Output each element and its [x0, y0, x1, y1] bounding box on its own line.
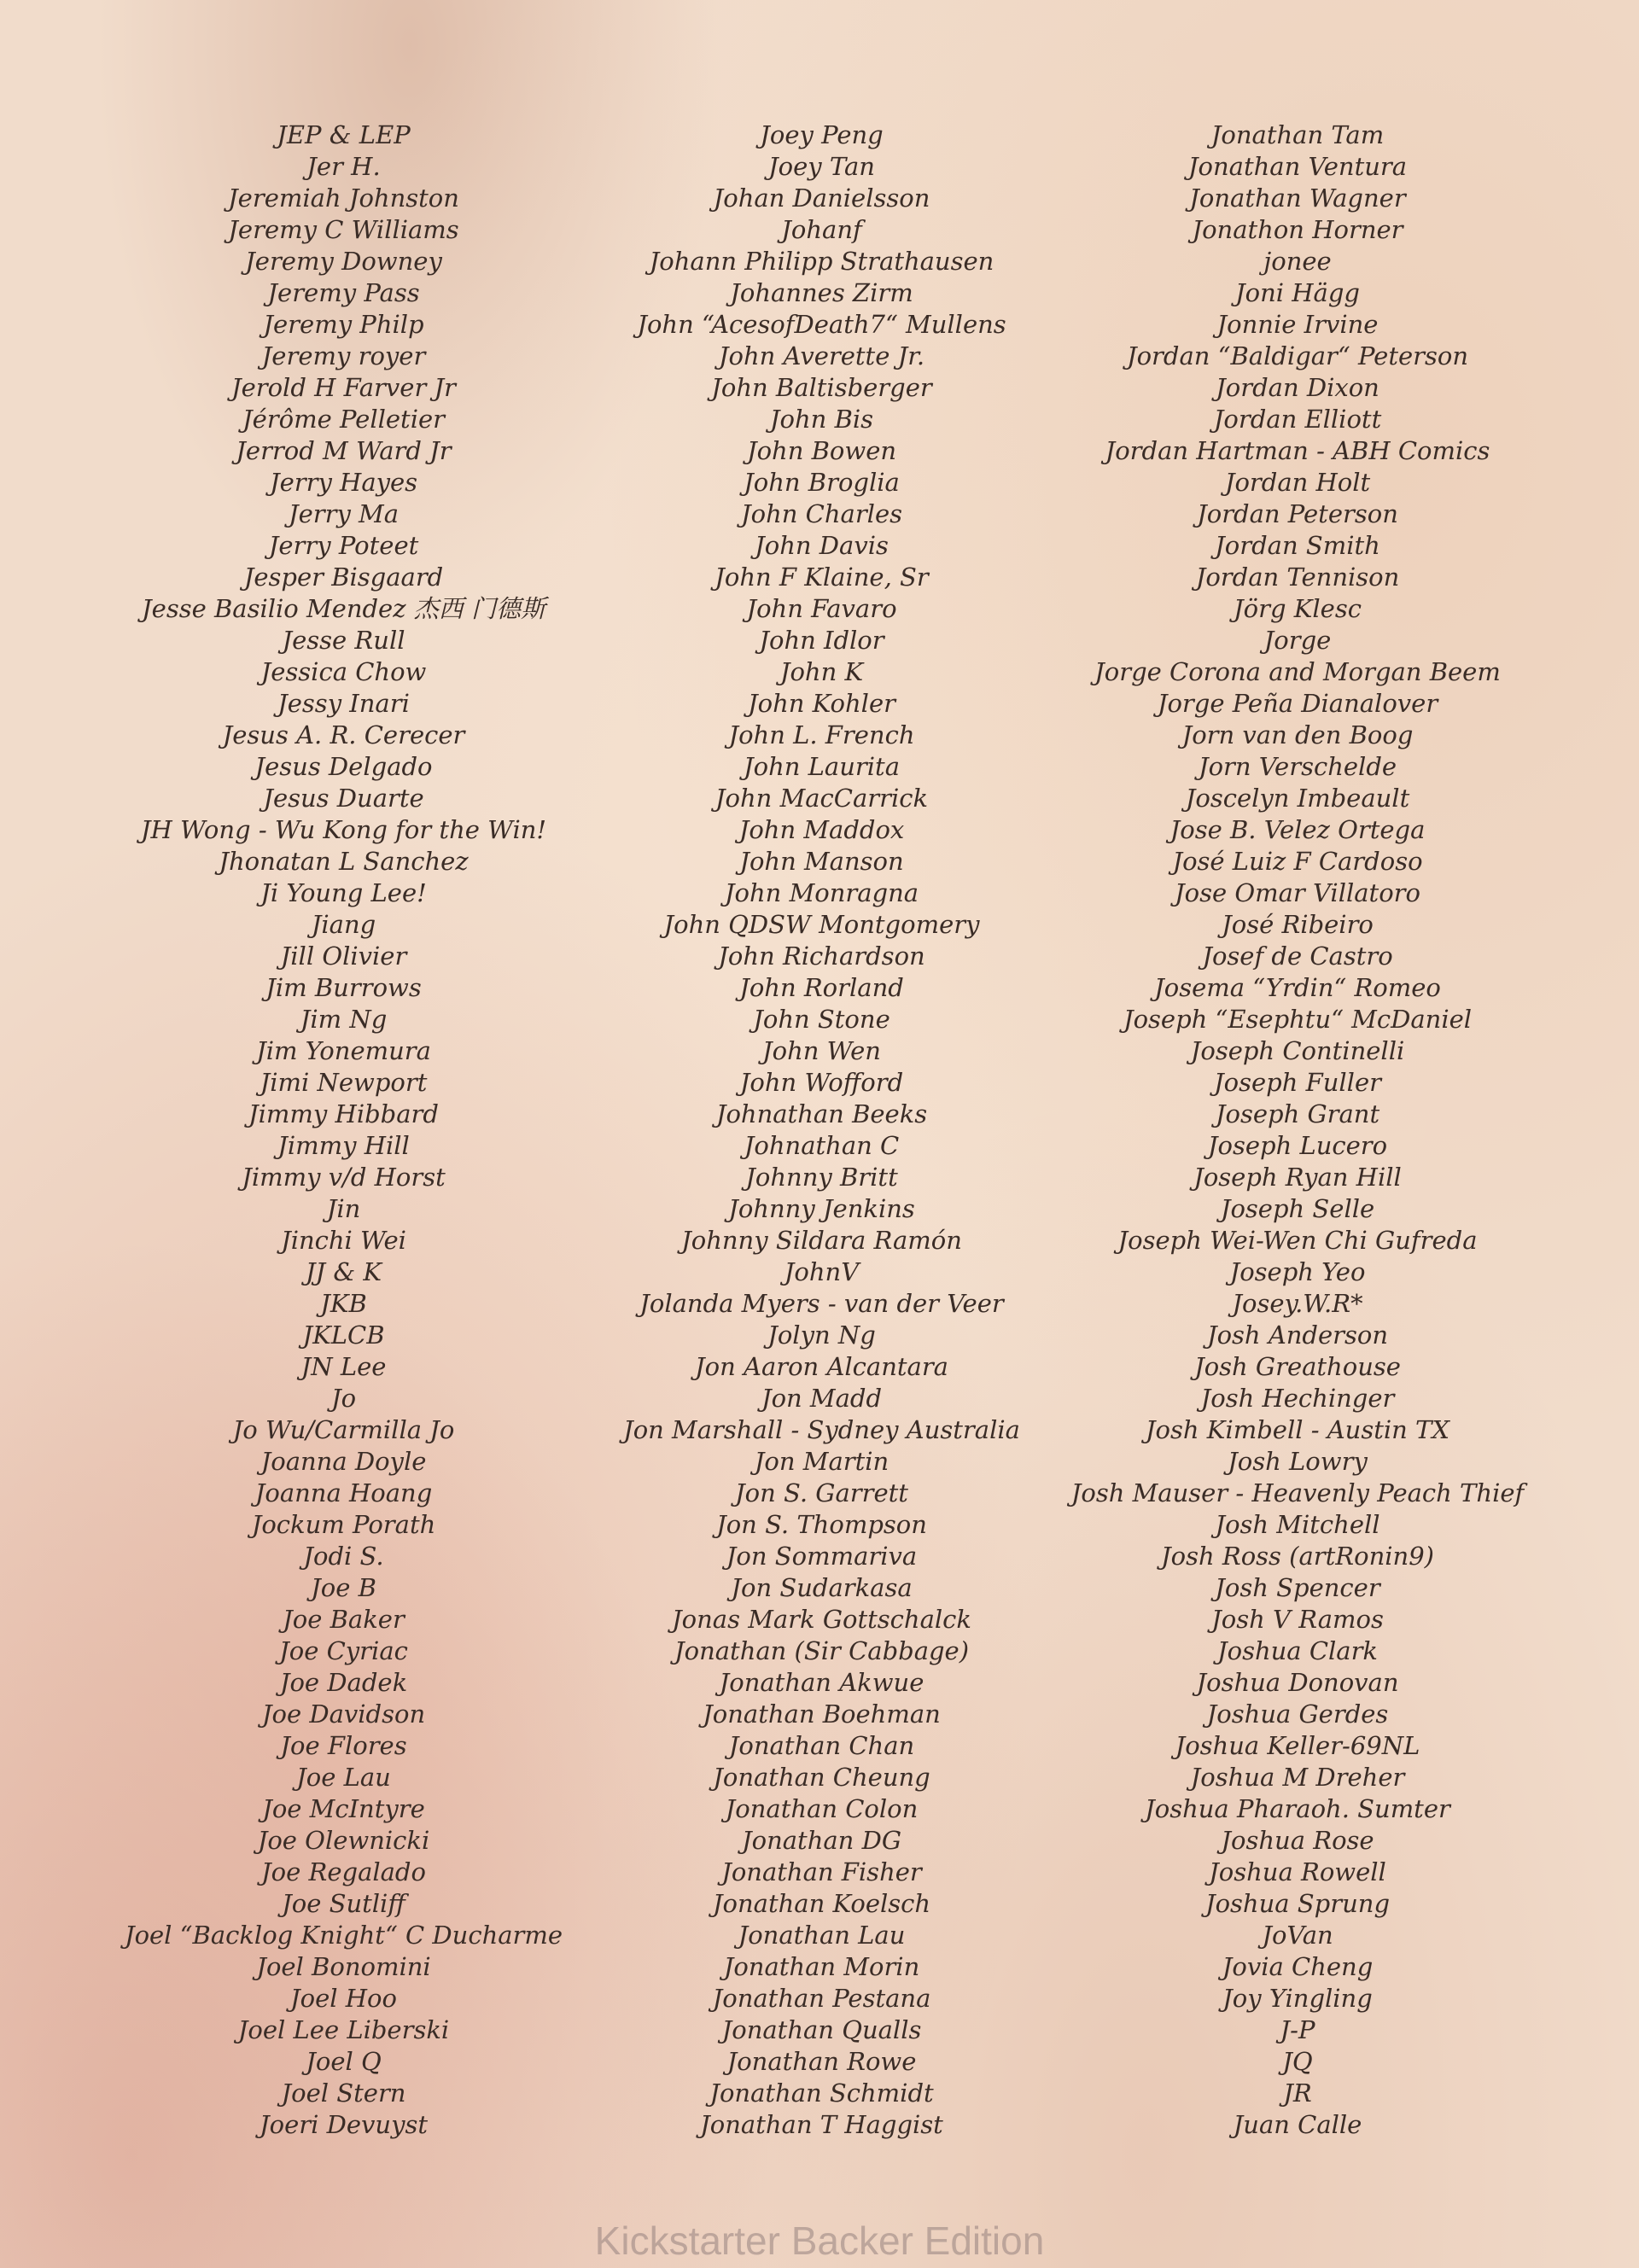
- backer-name: Jesus Delgado: [254, 752, 433, 781]
- backer-name: Joe Cyriac: [279, 1636, 408, 1665]
- name-column-2: [623, 120, 1020, 2141]
- backer-name: Jordan “Baldigar“ Peterson: [1126, 341, 1469, 370]
- backer-name: Joe Baker: [283, 1605, 405, 1634]
- backer-name: Jonathan Morin: [723, 1952, 920, 1981]
- backer-name: Jimmy Hill: [277, 1131, 410, 1160]
- backer-name: Jonathan Colon: [725, 1794, 919, 1823]
- backer-name: Jinchi Wei: [281, 1226, 406, 1255]
- backer-name: Joe Sutliff: [282, 1889, 405, 1918]
- backer-name: Josh V Ramos: [1211, 1605, 1384, 1634]
- backer-name: Josh Anderson: [1206, 1321, 1389, 1350]
- backer-name: JKLCB: [302, 1321, 385, 1350]
- backer-name: Joseph Yeo: [1229, 1257, 1366, 1286]
- backer-name: Jessy Inari: [277, 689, 410, 718]
- backer-name: Joshua Donovan: [1196, 1668, 1399, 1697]
- backer-name: Johanf: [781, 215, 862, 244]
- backer-name: Jesse Rull: [282, 626, 405, 655]
- backer-name: Joseph Ryan Hill: [1193, 1163, 1402, 1192]
- backer-name: Jose Omar Villatoro: [1175, 878, 1420, 907]
- backer-name: Jonathan Schmidt: [709, 2079, 934, 2108]
- backer-name: JR: [1283, 2079, 1312, 2108]
- backer-name: José Luiz F Cardoso: [1172, 847, 1423, 876]
- backer-name: John Wofford: [739, 1068, 904, 1097]
- backer-name: John Davis: [755, 531, 889, 560]
- backer-name: Jovia Cheng: [1222, 1952, 1374, 1981]
- backer-name: Joel Q: [306, 2047, 382, 2076]
- backer-name: JoVan: [1262, 1921, 1333, 1950]
- backer-name: Jeremy Philp: [263, 310, 424, 339]
- backer-name: Jesus A. R. Cerecer: [222, 720, 465, 749]
- backer-name: Jonathan (Sir Cabbage): [674, 1636, 970, 1665]
- backer-name: jonee: [1263, 247, 1332, 276]
- backer-name: Johnathan Beeks: [715, 1099, 928, 1128]
- backer-name: Joseph “Esephtu“ McDaniel: [1123, 1005, 1473, 1034]
- backer-name: Jonathan Pestana: [712, 1984, 931, 2013]
- backer-name: Joshua Rose: [1221, 1826, 1374, 1855]
- name-column-3: [956, 120, 1639, 2141]
- backer-name: Joanna Hoang: [254, 1478, 433, 1507]
- backer-name: Joe Flores: [280, 1731, 407, 1760]
- backer-name: Jordan Hartman - ABH Comics: [1105, 436, 1490, 465]
- backer-name: Joe B: [311, 1573, 376, 1602]
- backer-name: JN Lee: [300, 1352, 387, 1381]
- backer-name: Jordan Elliott: [1213, 405, 1382, 434]
- backer-name: Joseph Grant: [1215, 1099, 1380, 1128]
- backer-name: Josh Mitchell: [1215, 1510, 1380, 1539]
- backer-name: John K: [779, 657, 864, 686]
- backer-name: Johannes Zirm: [730, 278, 913, 307]
- backer-name: Jonathan Koelsch: [712, 1889, 931, 1918]
- backer-name: Jerrod M Ward Jr: [236, 436, 452, 465]
- backer-name: Jonathan Tam: [1210, 120, 1385, 149]
- backer-name: Jörg Klesc: [1234, 594, 1362, 623]
- backer-name: John Favaro: [746, 594, 897, 623]
- backer-name: Jonathan Rowe: [726, 2047, 917, 2076]
- name-column-1: [0, 120, 687, 2141]
- backer-name: Joe Olewnicki: [257, 1826, 430, 1855]
- backer-name: Jim Ng: [300, 1005, 388, 1034]
- backer-name: John Idlor: [759, 626, 884, 655]
- backer-name: Jonathan DG: [742, 1826, 901, 1855]
- backer-name: Jolyn Ng: [767, 1321, 876, 1350]
- backer-name: John Baltisberger: [711, 373, 932, 402]
- backer-name: Jonathan Cheung: [713, 1763, 930, 1792]
- backer-name: Joe Davidson: [261, 1700, 426, 1729]
- backer-name: Jimi Newport: [260, 1068, 428, 1097]
- backer-name: Jockum Porath: [251, 1510, 436, 1539]
- backer-name: Joy Yingling: [1222, 1984, 1373, 2013]
- backer-name: Jorge Peña Dianalover: [1157, 689, 1438, 718]
- backer-name: Jordan Dixon: [1216, 373, 1379, 402]
- backer-name: John Stone: [753, 1005, 890, 1034]
- backer-name: Johan Danielsson: [713, 184, 930, 213]
- backer-name: Johnny Britt: [745, 1163, 898, 1192]
- backer-name: Joey Peng: [760, 120, 884, 149]
- backer-name: Josh Mauser - Heavenly Peach Thief: [1070, 1478, 1525, 1507]
- backer-name: Jordan Peterson: [1197, 499, 1398, 528]
- backer-name: Jeremy royer: [261, 341, 426, 370]
- backer-name: Jolanda Myers - van der Veer: [639, 1289, 1004, 1318]
- backer-name: John Bis: [769, 405, 874, 434]
- backer-name: Johnny Jenkins: [728, 1194, 915, 1223]
- backer-name: Joel Stern: [281, 2079, 406, 2108]
- backer-name: Joel Lee Liberski: [237, 2015, 450, 2044]
- backer-name: Joel Hoo: [290, 1984, 397, 2013]
- backer-name: Jin: [326, 1194, 361, 1223]
- backer-name: Josey.W.R*: [1232, 1289, 1363, 1318]
- backer-name: Joshua Pharaoh. Sumter: [1145, 1794, 1450, 1823]
- backer-name: Jerry Poteet: [268, 531, 419, 560]
- backer-name: Jeremy Downey: [245, 247, 442, 276]
- backer-name: Jorn Verschelde: [1198, 752, 1397, 781]
- backer-name: Joe Dadek: [279, 1668, 408, 1697]
- backer-name: Jonathan Boehman: [703, 1700, 941, 1729]
- backer-name: Jhonatan L Sanchez: [219, 847, 469, 876]
- backer-name: Jimmy v/d Horst: [242, 1163, 446, 1192]
- backer-name: Joshua Gerdes: [1206, 1700, 1389, 1729]
- backer-name: Joscelyn Imbeault: [1185, 784, 1410, 813]
- backer-name: Joey Tan: [768, 152, 875, 181]
- backer-name: Josh Ross (artRonin9): [1161, 1542, 1434, 1571]
- backer-name: Jo: [330, 1384, 357, 1413]
- backer-name: Jorn van den Boog: [1181, 720, 1414, 749]
- backer-name: John Monragna: [724, 878, 919, 907]
- edition-footer: Kickstarter Backer Edition: [594, 2218, 1045, 2263]
- backer-name: Jonathon Horner: [1192, 215, 1403, 244]
- backer-name: Johann Philipp Strathausen: [649, 247, 994, 276]
- backer-name: Jesse Basilio Mendez 杰西 门德斯: [142, 594, 545, 623]
- backer-name: Jon S. Garrett: [735, 1478, 908, 1507]
- backer-name: John Broglia: [744, 468, 900, 497]
- backer-name: Joe Lau: [296, 1763, 391, 1792]
- backer-name: Jesus Duarte: [263, 784, 424, 813]
- backer-name: Joel “Backlog Knight“ C Ducharme: [124, 1921, 563, 1950]
- backer-name: Ji Young Lee!: [260, 878, 427, 907]
- backer-name: Jonathan Fisher: [721, 1857, 922, 1886]
- backer-name: Jimmy Hibbard: [248, 1099, 439, 1128]
- backer-name: Jerry Hayes: [269, 468, 418, 497]
- backer-name: Joe McIntyre: [262, 1794, 425, 1823]
- backer-name: John MacCarrick: [715, 784, 929, 813]
- backer-name: Jordan Smith: [1215, 531, 1380, 560]
- backer-name: Joshua Rowell: [1209, 1857, 1386, 1886]
- backer-name: Jessica Chow: [260, 657, 427, 686]
- backer-name: JEP & LEP: [277, 120, 411, 149]
- backer-name: Jon S. Thompson: [716, 1510, 927, 1539]
- backer-name: John QDSW Montgomery: [663, 910, 980, 939]
- backer-name: John Kohler: [748, 689, 895, 718]
- backer-name: Jodi S.: [303, 1542, 384, 1571]
- backer-name: Jorge: [1263, 626, 1332, 655]
- backer-name: Joel Bonomini: [256, 1952, 431, 1981]
- backer-name: JKB: [320, 1289, 367, 1318]
- backer-name: Johnathan C: [744, 1131, 900, 1160]
- backer-name: John Richardson: [718, 942, 925, 971]
- backer-name: Jiang: [311, 910, 376, 939]
- backer-name: Josh Hechinger: [1200, 1384, 1395, 1413]
- backer-name: Josh Kimbell - Austin TX: [1145, 1415, 1450, 1444]
- backer-name: Joseph Fuller: [1214, 1068, 1381, 1097]
- backer-name: John Averette Jr.: [718, 341, 925, 370]
- backer-name: Joe Regalado: [261, 1857, 426, 1886]
- backer-name: John Maddox: [738, 815, 905, 844]
- backer-name: Jim Burrows: [265, 973, 422, 1002]
- backer-name: Jonathan Wagner: [1189, 184, 1406, 213]
- backer-name: Jill Olivier: [280, 942, 407, 971]
- backer-name: John Manson: [739, 847, 904, 876]
- backer-name: J-P: [1280, 2015, 1315, 2044]
- backer-name: JohnV: [784, 1257, 860, 1286]
- backer-name: Jonathan Ventura: [1187, 152, 1408, 181]
- backer-name: JJ & K: [305, 1257, 382, 1286]
- backer-name: Jon Martin: [754, 1447, 889, 1476]
- backer-name: Jo Wu/Carmilla Jo: [232, 1415, 455, 1444]
- backer-name: Jon Aaron Alcantara: [695, 1352, 948, 1381]
- backer-name: Jon Sudarkasa: [731, 1573, 913, 1602]
- backer-name: John Wen: [762, 1036, 881, 1065]
- backer-name: Joni Hägg: [1235, 278, 1360, 307]
- backer-name: Jeremiah Johnston: [228, 184, 459, 213]
- backer-name: Josh Spencer: [1215, 1573, 1380, 1602]
- backer-name: José Ribeiro: [1222, 910, 1374, 939]
- backer-name: John Bowen: [746, 436, 897, 465]
- backer-name: Jonathan Qualls: [721, 2015, 922, 2044]
- backer-name: JQ: [1282, 2047, 1313, 2076]
- backer-name: Jordan Holt: [1224, 468, 1371, 497]
- backer-name: Jer H.: [306, 152, 381, 181]
- backer-name: Jerold H Farver Jr: [230, 373, 457, 402]
- backer-name: Joseph Continelli: [1190, 1036, 1405, 1065]
- backer-name: Jon Madd: [761, 1384, 883, 1413]
- backer-name: Joshua M Dreher: [1190, 1763, 1405, 1792]
- backer-name: Jon Sommariva: [726, 1542, 918, 1571]
- backer-name: Joseph Lucero: [1207, 1131, 1388, 1160]
- backer-name: Josef de Castro: [1202, 942, 1393, 971]
- backer-name: John Laurita: [744, 752, 900, 781]
- backer-name: Jérôme Pelletier: [242, 405, 446, 434]
- backer-name: Jon Marshall - Sydney Australia: [623, 1415, 1020, 1444]
- backer-name: Jonathan T Haggist: [700, 2110, 943, 2139]
- backer-name: Jesper Bisgaard: [243, 563, 444, 592]
- backer-name: Joshua Clark: [1216, 1636, 1379, 1665]
- backer-name: Jonathan Lau: [738, 1921, 906, 1950]
- backer-name: Jorge Corona and Morgan Beem: [1094, 657, 1501, 686]
- backer-name: Jim Yonemura: [256, 1036, 431, 1065]
- backer-name: Joseph Selle: [1220, 1194, 1375, 1223]
- backer-name: Jerry Ma: [288, 499, 400, 528]
- backer-name: Josh Greathouse: [1194, 1352, 1401, 1381]
- backer-name: Josema “Yrdin“ Romeo: [1154, 973, 1441, 1002]
- backer-name: John F Klaine, Sr: [715, 563, 929, 592]
- backer-name: John Rorland: [739, 973, 904, 1002]
- backer-name: Jonas Mark Gottschalck: [672, 1605, 971, 1634]
- backer-name: Juan Calle: [1233, 2110, 1362, 2139]
- backer-name: Joanna Doyle: [260, 1447, 427, 1476]
- backer-name: John “AcesofDeath7“ Mullens: [637, 310, 1006, 339]
- backer-name: Jonnie Irvine: [1216, 310, 1379, 339]
- backer-name-columns: [0, 120, 1639, 2141]
- backer-name: Joshua Keller-69NL: [1175, 1731, 1420, 1760]
- backer-name: Joseph Wei-Wen Chi Gufreda: [1117, 1226, 1478, 1255]
- backer-name: JH Wong - Wu Kong for the Win!: [140, 815, 547, 844]
- backer-name: Jose B. Velez Ortega: [1169, 815, 1426, 844]
- backer-name: Jordan Tennison: [1195, 563, 1400, 592]
- backer-name: Joeri Devuyst: [260, 2110, 428, 2139]
- backer-name: John Charles: [741, 499, 902, 528]
- backer-name: Josh Lowry: [1228, 1447, 1368, 1476]
- backer-name: Jonathan Akwue: [719, 1668, 924, 1697]
- backer-name: Joshua Sprung: [1204, 1889, 1391, 1918]
- backer-name: Johnny Sildara Ramón: [681, 1226, 962, 1255]
- backer-name: Jeremy Pass: [267, 278, 420, 307]
- backer-name: John L. French: [728, 720, 915, 749]
- backer-name: Jonathan Chan: [728, 1731, 915, 1760]
- backer-name: Jeremy C Williams: [228, 215, 459, 244]
